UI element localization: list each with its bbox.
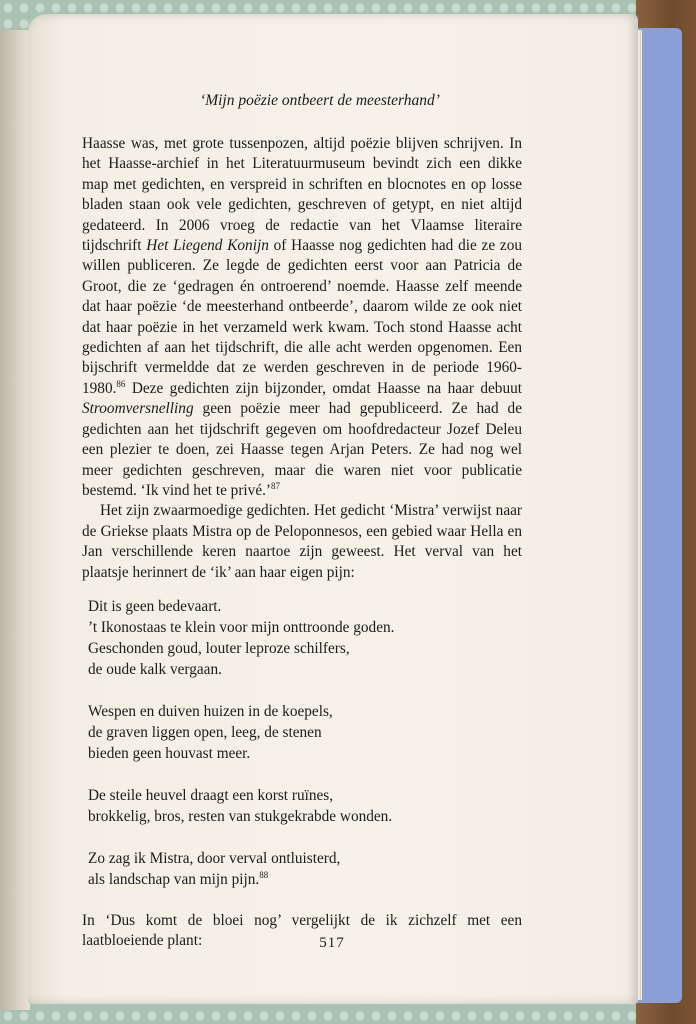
poem-line: de graven liggen open, leeg, de stenen [88, 723, 322, 741]
left-page-edge [0, 30, 30, 1010]
footnote-ref: 86 [116, 378, 126, 389]
poem-line: Zo zag ik Mistra, door verval ontluisterd, [88, 849, 341, 867]
poem-line: ’t Ikonostaas te klein voor mijn onttroonde goden. [88, 618, 395, 636]
poem-line: bieden geen houvast meer. [88, 744, 251, 762]
poem-line: de oude kalk vergaan. [88, 660, 222, 678]
paragraph-1: Haasse was, met grote tussenpozen, altijd poëzie blijven schrijven. In het Haasse-archief in het Literatuurmuseum bevindt zich een dikke map met gedichten, en verspreid in schriften en blocnotes en op losse bladen staan ook vele gedichten, geschreven of getypt, en niet altijd gedateerd. In 2006 vroeg de redactie van het Vlaamse literaire tijdschrift Het Liegend Konijn of Haasse nog gedichten had die ze zou willen publiceren. Ze legde de gedichten eerst voor aan Patricia de Groot, die ze ‘gedragen én ontroerend’ noemde. Haasse zelf meende dat haar poëzie ‘de meesterhand ontbeerde’, daarom wilde ze ook niet dat haar poëzie in het verzameld werk kwam. Toch stond Haasse acht gedichten af aan het tijdschrift, die alle acht werden opgenomen. Een bijschrift vermeldde dat ze werden geschreven in de periode 1960-1980.86 Deze gedichten zijn bijzonder, omdat Haasse na haar debuut Stroomversnelling geen poëzie meer had gepubliceerd. Ze had de gedichten aan het tijdschrift gegeven om hoofdredacteur Jozef Deleu een plezier te doen, zei Haasse tegen Arjan Peters. Ze had nog wel meer gedichten geschreven, maar die waren niet voor publicatie bestemd. ‘Ik vind het te privé.’$^{87}$ [82, 135, 522, 499]
body-text [82, 134, 522, 952]
footnote-ref: 87 [271, 480, 281, 491]
journal-title: Het Liegend Konijn [146, 237, 269, 255]
poem-line: Geschonden goud, louter leproze schilfers, [88, 639, 350, 657]
running-header: ‘Mijn poëzie ontbeert de meesterhand’ [200, 92, 440, 109]
debut-title: Stroomversnelling [82, 400, 194, 418]
poem-stanza [88, 785, 522, 827]
poem-stanza [88, 848, 522, 890]
paragraph-2: Het zijn zwaarmoedige gedichten. Het gedicht ‘Mistra’ verwijst naar de Griekse plaats Mistra op de Peloponnesos, een gebied waar Hella en Jan verschillende keren naartoe zijn geweest. Het verval van het plaatsje herinnert de ‘ik’ aan haar eigen pijn: [82, 502, 522, 581]
poem-stanza [88, 701, 522, 764]
poem-line: Dit is geen bedevaart. [88, 597, 222, 615]
poem-line: Wespen en duiven huizen in de koepels, [88, 702, 333, 720]
poem-line: als landschap van mijn pijn.$^{88}$ [88, 869, 269, 888]
paragraph-3: In ‘Dus komt de bloei nog’ vergelijkt de ik zichzelf met een laatbloeiende plant: [82, 911, 522, 950]
page-number: 517 [319, 935, 345, 951]
poem-stanza [88, 596, 522, 680]
poem-line: brokkelig, bros, resten van stukgekrabde wonden. [88, 807, 393, 825]
footnote-ref: 88 [259, 869, 269, 880]
poem-mistra [88, 596, 522, 890]
poem-line: De steile heuvel draagt een korst ruïnes, [88, 786, 334, 804]
